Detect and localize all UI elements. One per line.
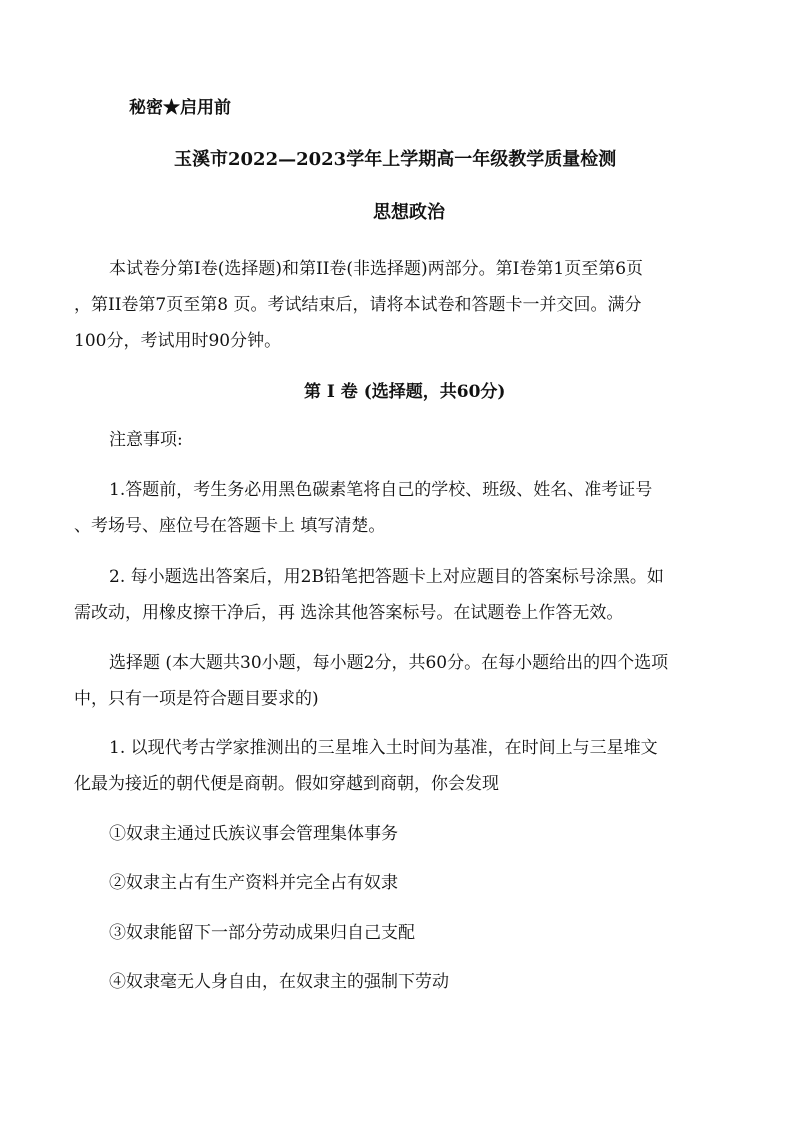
question-option: ④奴隶毫无人身自由，在奴隶主的强制下劳动 [109,972,449,992]
question-stem-line: 1. 以现代考古学家推测出的三星堆入土时间为基准，在时间上与三星堆文 [109,738,658,758]
note-item-2-line: 需改动，用橡皮擦干净后，再 选涂其他答案标号。在试题卷上作答无效。 [74,603,624,623]
confidential-label: 秘密★启用前 [129,98,231,118]
section-title: 第 I 卷 (选择题，共60分) [304,382,506,402]
intro-line: 100分，考试用时90分钟。 [74,331,282,351]
question-option: ①奴隶主通过氏族议事会管理集体事务 [109,824,398,844]
intro-line: ，第II卷第7页至第8 页。考试结束后，请将本试卷和答题卡一并交回。满分 [74,295,642,315]
question-stem-line: 化最为接近的朝代便是商朝。假如穿越到商朝，你会发现 [74,774,499,794]
intro-line: 本试卷分第I卷(选择题)和第II卷(非选择题)两部分。第I卷第1页至第6页 [109,259,644,279]
note-item-2-line: 2. 每小题选出答案后，用2B铅笔把答题卡上对应题目的答案标号涂黑。如 [109,567,664,587]
notes-heading: 注意事项: [109,430,183,450]
exam-title: 玉溪市2022—2023学年上学期高一年级教学质量检测 [174,149,617,170]
question-option: ②奴隶主占有生产资料并完全占有奴隶 [109,873,398,893]
choice-intro-line: 选择题 (本大题共30小题，每小题2分，共60分。在每小题给出的四个选项 [109,653,669,673]
note-item-1-line: 、考场号、座位号在答题卡上 填写清楚。 [74,516,386,536]
question-option: ③奴隶能留下一部分劳动成果归自己支配 [109,923,415,943]
subject-title: 思想政治 [373,202,445,223]
note-item-1-line: 1.答题前，考生务必用黑色碳素笔将自己的学校、班级、姓名、准考证号 [109,480,653,500]
choice-intro-line: 中，只有一项是符合题目要求的) [74,689,319,709]
